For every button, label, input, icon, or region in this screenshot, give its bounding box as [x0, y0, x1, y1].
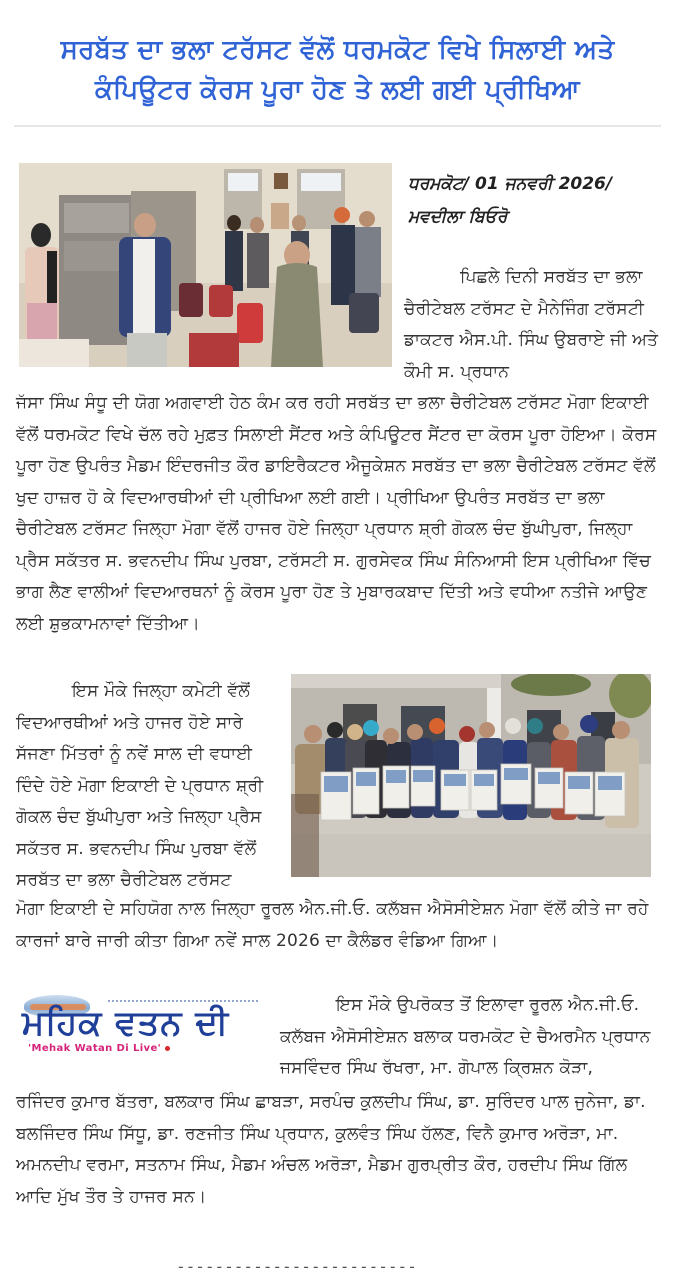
logo-title: ਮਹਿਕ ਵਤਨ ਦੀ: [22, 1003, 230, 1043]
logo-tagline: [108, 997, 258, 1002]
photo-classroom-exam: [19, 163, 392, 367]
photo-calendar-release: [291, 674, 651, 877]
paragraph-2-full-width: ਮੋਗਾ ਇਕਾਈ ਦੇ ਸਹਿਯੋਗ ਨਾਲ ਜਿਲ੍ਹਾ ਰੂਰਲ ਐਨ.ਜੀ.ਓ. ਕਲੱਬਜ ਐਸੋਸੀਏਸ਼ਨ ਮੋਗਾ ਵੱਲੋਂ ਕੀਤੇ ਜਾ ਰਹੇ ਕਾਰਜਾਂ ਬਾਰੇ ਜਾਰੀ ਕੀਤਾ ਗਿਆ ਨਵੇਂ ਸਾਲ 2026 ਦਾ ਕੈਲੰਡਰ ਵੰਡਿਆ ਗਿਆ।: [16, 899, 649, 951]
paragraph-3-full-width: ਰਜਿੰਦਰ ਕੁਮਾਰ ਬੱਤਰਾ, ਬਲਕਾਰ ਸਿੰਘ ਛਾਬੜਾ, ਸਰਪੰਚ ਕੁਲਦੀਪ ਸਿੰਘ, ਡਾ. ਸੁਰਿੰਦਰ ਪਾਲ ਜੁਨੇਜਾ, ਡਾ. ਬਲਜਿੰਦਰ ਸਿੰਘ ਸਿੱਧੂ, ਡਾ. ਰਣਜੀਤ ਸਿੰਘ ਪ੍ਰਧਾਨ, ਕੁਲਵੰਤ ਸਿੰਘ ਹੱਲਣ, ਵਿਨੈ ਕੁਮਾਰ ਅਰੋੜਾ, ਮਾ. ਅਮਨਦੀਪ ਵਰਮਾ, ਸਤਨਾਮ ਸਿੰਘ, ਮੈਡਮ ਅੰਚਲ ਅਰੋੜਾ, ਮੈਡਮ ਗੁਰਪ੍ਰੀਤ ਕੌਰ, ਹਰਦੀਪ ਸਿੰਘ ਗਿੱਲ ਆਦਿ ਮੁੱਖ ਤੌਰ ਤੇ ਹਾਜਰ ਸਨ।: [16, 1092, 646, 1207]
mehak-watan-di-logo: [22, 993, 268, 1058]
dateline-place-date: ਧਰਮਕੋਟ/ 01 ਜਨਵਰੀ 2026/: [408, 174, 613, 194]
classroom-photo-image: [19, 163, 392, 367]
title-divider: [14, 125, 661, 127]
paragraph-3-right-column: [280, 990, 670, 1085]
paragraph-1-right-text: ਪਿਛਲੇ ਦਿਨੀ ਸਰਬੱਤ ਦਾ ਭਲਾ ਚੈਰੀਟੇਬਲ ਟਰੱਸਟ ਦੇ ਮੈਨੇਜਿੰਗ ਟਰੱਸਟੀ ਡਾਕਟਰ ਐਸ.ਪੀ. ਸਿੰਘ ਉਬਰਾਏ ਜੀ ਅਤੇ ਕੌਮੀ ਸ. ਪ੍ਰਧਾਨ: [404, 267, 659, 382]
paragraph-3-right-text: ਇਸ ਮੌਕੇ ਉਪਰੋਕਤ ਤੋਂ ਇਲਾਵਾ ਰੂਰਲ ਐਨ.ਜੀ.ਓ. ਕਲੱਬਜ ਐਸੋਸੀਏਸ਼ਨ ਬਲਾਕ ਧਰਮਕੋਟ ਦੇ ਚੈਅਰਮੈਨ ਪ੍ਰਧਾਨ ਜਸਵਿੰਦਰ ਸਿੰਘ ਰੱਖਰਾ, ਮਾ. ਗੋਪਾਲ ਕ੍ਰਿਸ਼ਨ ਕੋੜਾ,: [280, 995, 651, 1078]
dateline: [408, 168, 668, 234]
dot-icon: [165, 1046, 170, 1051]
paragraph-1-full-width: ਜੱਸਾ ਸਿੰਘ ਸੰਧੂ ਦੀ ਯੋਗ ਅਗਵਾਈ ਹੇਠ ਕੰਮ ਕਰ ਰਹੀ ਸਰਬੱਤ ਦਾ ਭਲਾ ਚੈਰੀਟੇਬਲ ਟਰੱਸਟ ਮੋਗਾ ਇਕਾਈ ਵੱਲੋਂ ਧਰਮਕੋਟ ਵਿਖੇ ਚੱਲ ਰਹੇ ਮੁਫ਼ਤ ਸਿਲਾਈ ਸੈਂਟਰ ਅਤੇ ਕੰਪਿਊਟਰ ਸੈਂਟਰ ਦਾ ਕੋਰਸ ਪੂਰਾ ਹੋਇਆ। ਕੋਰਸ ਪੂਰਾ ਹੋਣ ਉਪਰੰਤ ਮੈਡਮ ਇੰਦਰਜੀਤ ਕੌਰ ਡਾਇਰੈਕਟਰ ਐਜੂਕੇਸ਼ਨ ਸਰਬੱਤ ਦਾ ਭਲਾ ਚੈਰੀਟੇਬਲ ਟਰੱਸਟ ਵੱਲੋਂ ਖੁਦ ਹਾਜ਼ਰ ਹੋ ਕੇ ਵਿਦਆਰਥੀਆਂ ਦੀ ਪ੍ਰੀਖਿਆ ਲਈ ਗਈ। ਪ੍ਰੀਖਿਆ ਉਪਰੰਤ ਸਰਬੱਤ ਦਾ ਭਲਾ ਚੈਰੀਟੇਬਲ ਟਰੱਸਟ ਜਿਲ੍ਹਾ ਮੋਗਾ ਵੱਲੋਂ ਹਾਜਰ ਹੋਏ ਜਿਲ੍ਹਾ ਪ੍ਰਧਾਨ ਸ਼੍ਰੀ ਗੋਕਲ ਚੰਦ ਬੁੱਘੀਪੁਰਾ, ਜਿਲ੍ਹਾ ਪ੍ਰੈਸ ਸਕੱਤਰ ਸ. ਭਵਨਦੀਪ ਸਿੰਘ ਪੁਰਬਾ, ਟਰੱਸਟੀ ਸ. ਗੁਰਸੇਵਕ ਸਿੰਘ ਸੰਨਿਆਸੀ ਇਸ ਪ੍ਰੀਖਿਆ ਵਿੱਚ ਭਾਗ ਲੈਣ ਵਾਲੀਆਂ ਵਿਦਆਰਥਨਾਂ ਨੂੰ ਕੋਰਸ ਪੂਰਾ ਹੋਣ ਤੇ ਮੁਬਾਰਕਬਾਦ ਦਿੱਤੀ ਅਤੇ ਵਧੀਆ ਨਤੀਜੇ ਆਉਣ ਲਈ ਸ਼ੁਭਕਾਮਨਾਵਾਂ ਦਿੱਤੀਆ।: [16, 393, 657, 634]
calendar-release-photo-image: [291, 674, 651, 877]
logo-subtitle-text: 'Mehak Watan Di Live': [28, 1043, 162, 1054]
article-end-rule: -------------------------: [176, 1257, 417, 1276]
paragraph-2-left-column: [16, 676, 286, 897]
logo-subtitle: [28, 1043, 170, 1054]
dateline-bureau: ਮਵਦੀਲਾ ਬਿਓਰੋ: [408, 207, 508, 227]
paragraph-2-left-text: ਇਸ ਮੌਕੇ ਜਿਲ੍ਹਾ ਕਮੇਟੀ ਵੱਲੋਂ ਵਿਦਆਰਥੀਆਂ ਅਤੇ ਹਾਜਰ ਹੋਏ ਸਾਰੇ ਸੱਜਣਾ ਮਿੱਤਰਾਂ ਨੂੰ ਨਵੇਂ ਸਾਲ ਦੀ ਵਧਾਈ ਦਿੰਦੇ ਹੋਏ ਮੋਗਾ ਇਕਾਈ ਦੇ ਪ੍ਰਧਾਨ ਸ਼੍ਰੀ ਗੋਕਲ ਚੰਦ ਬੁੱਘੀਪੁਰਾ ਅਤੇ ਜਿਲ੍ਹਾ ਪ੍ਰੈਸ ਸਕੱਤਰ ਸ. ਭਵਨਦੀਪ ਸਿੰਘ ਪੁਰਬਾ ਵੱਲੋਂ ਸਰਬੱਤ ਦਾ ਭਲਾ ਚੈਰੀਟੇਬਲ ਟਰੱਸਟ: [16, 681, 264, 890]
paragraph-1-right-column: [404, 262, 669, 388]
article-title: ਸਰਬੱਤ ਦਾ ਭਲਾ ਟਰੱਸਟ ਵੱਲੋਂ ਧਰਮਕੋਟ ਵਿਖੇ ਸਿਲਾਈ ਅਤੇ ਕੰਪਿਊਟਰ ਕੋਰਸ ਪੂਰਾ ਹੋਣ ਤੇ ਲਈ ਗਈ ਪ੍ਰੀਖਿਆ: [60, 35, 615, 105]
